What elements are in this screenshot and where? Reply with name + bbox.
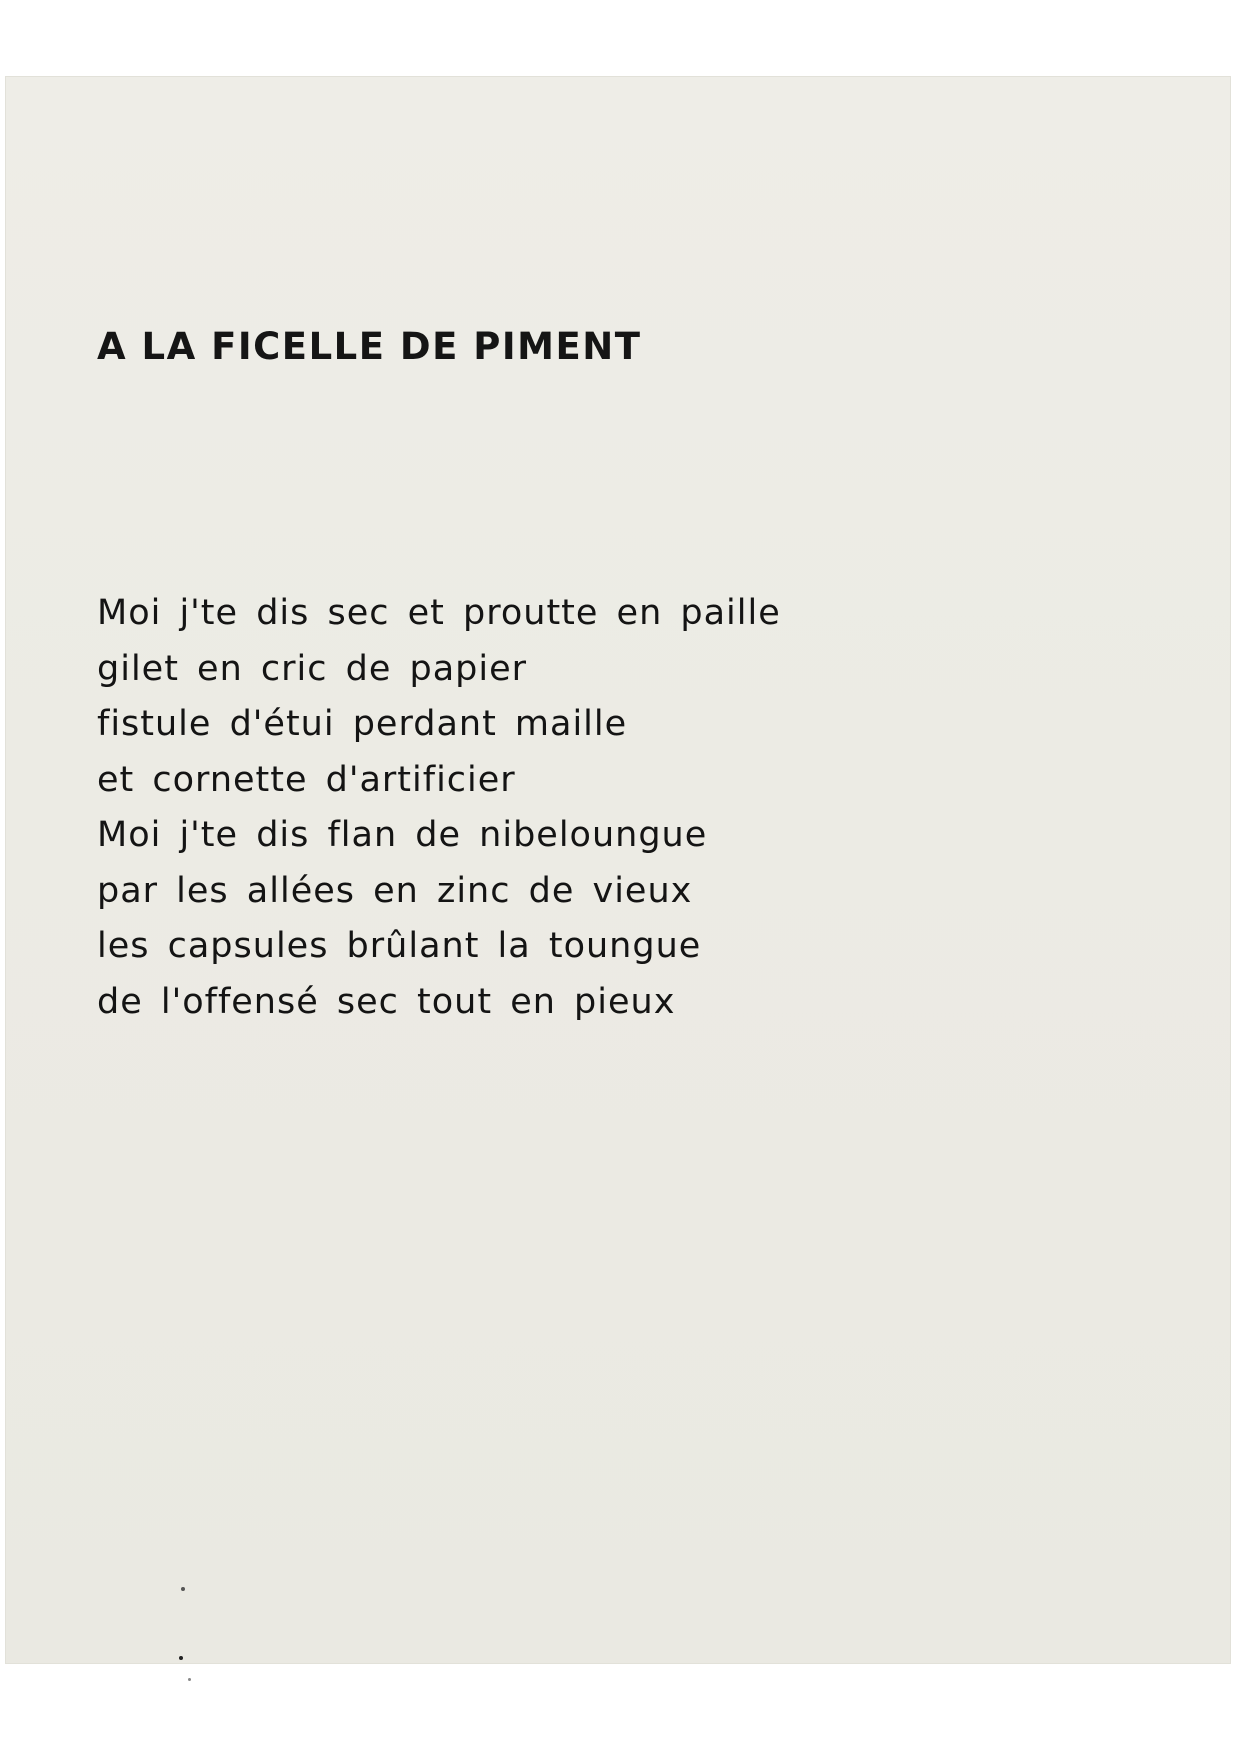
poem-line: gilet en cric de papier	[97, 648, 528, 689]
poem-line: de l'offensé sec tout en pieux	[97, 981, 676, 1022]
paper-page	[5, 76, 1231, 1664]
poem-title: A LA FICELLE DE PIMENT	[97, 325, 642, 368]
poem-body	[97, 586, 781, 1030]
paper-speck	[188, 1678, 191, 1681]
poem-line: Moi j'te dis sec et proutte en paille	[97, 593, 781, 633]
paper-speck	[181, 1587, 185, 1591]
poem-line: par les allées en zinc de vieux	[97, 870, 693, 911]
poem-line: et cornette d'artificier	[97, 759, 516, 800]
poem-line: Moi j'te dis flan de nibeloungue	[97, 815, 708, 855]
poem-line: les capsules brûlant la toungue	[97, 926, 702, 966]
paper-speck	[179, 1656, 183, 1660]
poem-line: fistule d'étui perdant maille	[97, 704, 628, 744]
